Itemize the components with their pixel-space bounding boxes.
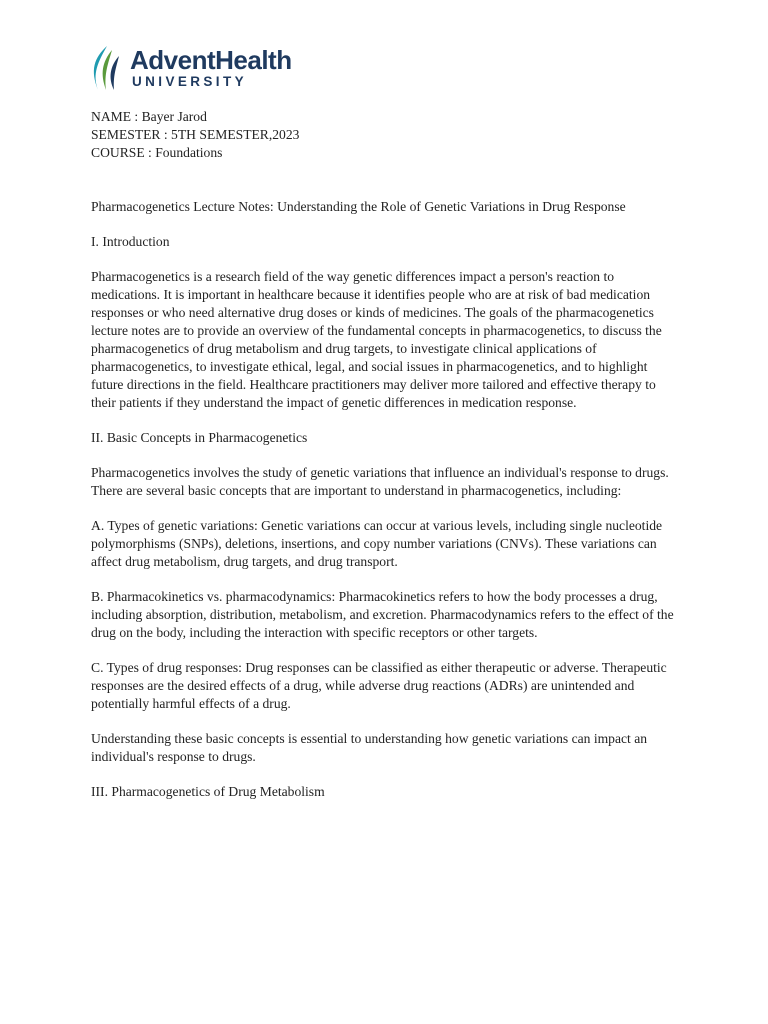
paragraph: Understanding these basic concepts is essential to understanding how genetic variations can impact an individual's response to drugs. (91, 731, 648, 764)
document-body (91, 108, 681, 801)
paragraph: Pharmacogenetics involves the study of genetic variations that influence an individual's response to drugs. There are several basic concepts that are important to understand in pharmacogenetics, including: (91, 465, 669, 498)
paragraph: B. Pharmacokinetics vs. pharmacodynamics: Pharmacokinetics refers to how the body processes a drug, including absorption, distribution, metabolism, and excretion. Pharmacodynamics refers to the effect of the drug on the body, including the interaction with specific receptors or other targets. (91, 589, 674, 640)
document-sections (91, 233, 681, 801)
logo-subtitle: UNIVERSITY (132, 74, 248, 89)
logo-name: AdventHealth (130, 45, 292, 75)
semester: SEMESTER : 5TH SEMESTER,2023 (91, 127, 300, 142)
paragraph: C. Types of drug responses: Drug responses can be classified as either therapeutic or adverse. Therapeutic responses are the desired effects of a drug, while adverse drug reactions (ADRs) are unintended and potentially harmful effects of a drug. (91, 660, 667, 711)
section-heading: I. Introduction (91, 234, 170, 249)
student-info (91, 108, 681, 162)
course: COURSE : Foundations (91, 145, 223, 160)
section-heading: III. Pharmacogenetics of Drug Metabolism (91, 784, 325, 799)
student-name: NAME : Bayer Jarod (91, 109, 207, 124)
paragraph: Pharmacogenetics is a research field of the way genetic differences impact a person's reaction to medications. It is important in healthcare because it identifies people who are at risk of bad medication responses or who need alternative drug doses or kinds of medicines. The goals of the pharmacogenetics lecture notes are to provide an overview of the fundamental concepts in pharmacogenetics, to discuss the pharmacogenetics of drug metabolism and drug targets, to investigate clinical applications of pharmacogenetics, to investigate ethical, legal, and social issues in pharmacogenetics, and to highlight future directions in the field. Healthcare practitioners may deliver more tailored and effective therapy to their patients if they understand the impact of genetic differences in medication response. (91, 269, 662, 410)
section-heading: II. Basic Concepts in Pharmacogenetics (91, 430, 308, 445)
advent-health-leaf-icon (88, 44, 124, 92)
university-logo (88, 44, 292, 92)
paragraph: A. Types of genetic variations: Genetic variations can occur at various levels, including single nucleotide polymorphisms (SNPs), deletions, insertions, and copy number variations (CNVs). These variations can affect drug metabolism, drug targets, and drug transport. (91, 518, 663, 569)
document-title: Pharmacogenetics Lecture Notes: Understanding the Role of Genetic Variations in Drug Response (91, 199, 626, 214)
